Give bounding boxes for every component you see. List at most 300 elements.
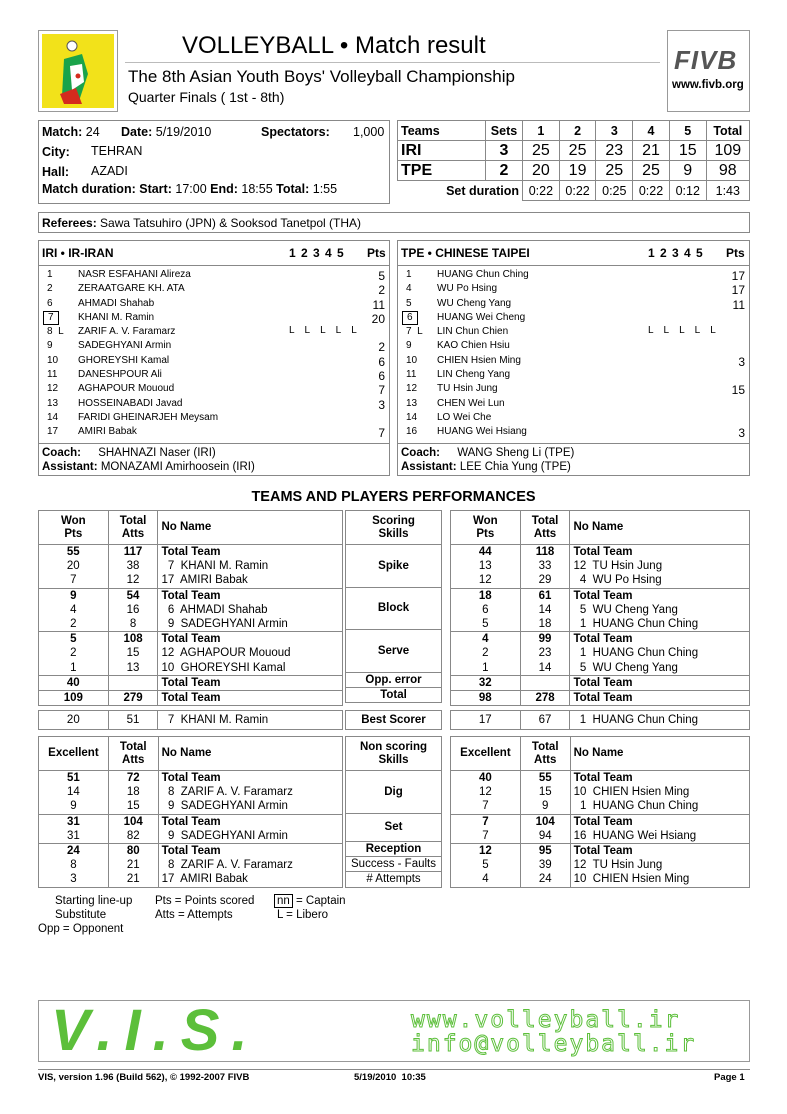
player-name: AGHAPOUR Mououd xyxy=(78,383,175,395)
perf-atts: 104 xyxy=(520,814,570,829)
perf-value: 31 xyxy=(39,814,109,829)
player-points: 7 xyxy=(378,426,385,441)
legend-starting: Starting line-up xyxy=(55,895,133,907)
perf-value: 5 xyxy=(39,632,109,647)
skill-label: Spike xyxy=(378,559,409,572)
player-points: 2 xyxy=(378,283,385,298)
legend-libero: L = Libero xyxy=(277,909,329,921)
team-b-assistant: LEE Chia Yung (TPE) xyxy=(459,461,571,473)
player-row xyxy=(398,425,749,439)
skills-header-line2: Skills xyxy=(378,527,409,540)
player-points: 17 xyxy=(731,283,745,298)
perf-value: 12 xyxy=(451,844,521,859)
hall-value: AZADI xyxy=(91,164,128,178)
player-points: 3 xyxy=(738,426,745,441)
player-name: ZERAATGARE KH. ATA xyxy=(78,283,185,295)
perf-row xyxy=(451,872,750,887)
player-name: CHEN Wei Lun xyxy=(437,397,505,409)
team-b-coach: WANG Sheng Li (TPE) xyxy=(457,447,575,459)
city-label: City: xyxy=(42,145,70,159)
col-header-line2: Pts xyxy=(64,527,83,540)
perf-atts: 82 xyxy=(108,829,158,844)
perf-name: 12 AGHAPOUR Mououd xyxy=(158,646,343,660)
opp-error-skill-row xyxy=(346,672,442,687)
perf-atts: 16 xyxy=(108,603,158,617)
spectators-label: Spectators: xyxy=(261,125,330,139)
team-a-set2: 25 xyxy=(559,141,596,161)
perf-atts: 9 xyxy=(520,799,570,814)
team-b-pts-header: Pts xyxy=(726,246,745,260)
perf-name: 8 ZARIF A. V. Faramarz xyxy=(158,858,342,872)
perf-atts: 117 xyxy=(108,545,158,560)
vis-banner xyxy=(38,1000,750,1062)
opp-error-name: Total Team xyxy=(570,675,750,690)
perf-row xyxy=(39,844,343,859)
total-pts: 98 xyxy=(451,691,521,706)
col-header-total xyxy=(520,737,570,771)
col-header-atts-line2: Atts xyxy=(122,753,145,766)
player-row xyxy=(398,382,749,396)
team-a-player-list xyxy=(39,268,389,440)
perf-atts: 33 xyxy=(520,559,570,573)
player-number: 7 xyxy=(43,311,59,325)
referees-box xyxy=(38,212,750,233)
perf-name: 5 WU Cheng Yang xyxy=(570,603,750,617)
legend-opponent: Opp = Opponent xyxy=(38,923,124,935)
perf-row xyxy=(39,785,343,799)
player-name: NASR ESFAHANI Alireza xyxy=(78,269,191,280)
perf-name: 1 HUANG Chun Ching xyxy=(570,646,750,660)
best-scorer-atts: 67 xyxy=(520,711,570,730)
skill-row xyxy=(346,841,442,887)
opp-error-value: 40 xyxy=(39,675,109,690)
footer-page: Page 1 xyxy=(714,1072,745,1083)
player-number: 6 xyxy=(47,297,53,309)
perf-row xyxy=(451,799,750,814)
player-row xyxy=(39,311,389,325)
player-row xyxy=(398,282,749,296)
perf-atts: 15 xyxy=(108,646,158,660)
spectators-value: 1,000 xyxy=(353,125,385,139)
perf-row xyxy=(451,545,750,560)
player-points: 7 xyxy=(378,383,385,398)
player-name: LIN Cheng Yang xyxy=(437,369,511,381)
set3-duration: 0:25 xyxy=(596,181,633,201)
team-b-libero-marks: LLLLL xyxy=(648,325,726,336)
perf-atts: 38 xyxy=(108,559,158,573)
perf-value: 20 xyxy=(39,559,109,573)
set2-duration: 0:22 xyxy=(559,181,596,201)
perf-atts: 15 xyxy=(108,799,158,814)
player-row xyxy=(39,411,389,425)
player-row xyxy=(398,311,749,325)
footer-date: 5/19/2010 10:35 xyxy=(354,1072,426,1083)
player-number: 9 xyxy=(406,340,412,352)
set4-duration: 0:22 xyxy=(633,181,670,201)
perf-value: 24 xyxy=(39,844,109,859)
perf-value: 4 xyxy=(39,603,109,617)
best-scorer-atts: 51 xyxy=(108,711,158,730)
perf-name: 9 SADEGHYANI Armin xyxy=(158,799,342,814)
player-number: 1 xyxy=(406,269,412,280)
perf-value: 7 xyxy=(39,573,109,588)
skill-name xyxy=(346,587,442,630)
player-points: 6 xyxy=(378,354,385,369)
player-number: 5 xyxy=(406,297,412,309)
player-points: 3 xyxy=(378,397,385,412)
team-b-coach-label: Coach: xyxy=(401,447,440,459)
player-points: 5 xyxy=(378,269,385,283)
team-a-sets: 3 xyxy=(486,141,523,161)
perf-value: 9 xyxy=(39,799,109,814)
perf-atts: 54 xyxy=(108,588,158,603)
team-a-pts-header: Pts xyxy=(367,246,386,260)
player-name: HUANG Chun Ching xyxy=(437,269,529,280)
col-header-total-line1: Total xyxy=(119,514,147,527)
player-points: 15 xyxy=(731,383,745,398)
player-row xyxy=(398,339,749,353)
perf-header-row xyxy=(451,737,750,771)
player-number: 6 xyxy=(402,311,418,325)
player-points: 6 xyxy=(378,369,385,384)
player-number: 13 xyxy=(406,397,418,409)
skills-column xyxy=(345,736,442,888)
team-b-set3: 25 xyxy=(596,161,633,181)
perf-row xyxy=(451,771,750,786)
player-points: 11 xyxy=(732,297,745,312)
player-row xyxy=(39,382,389,396)
perf-value: 12 xyxy=(451,785,521,799)
col-header-line1: Excellent xyxy=(460,747,511,759)
set5-duration: 0:12 xyxy=(669,181,706,201)
team-b-set4: 25 xyxy=(633,161,670,181)
perf-atts: 14 xyxy=(520,603,570,617)
perf-row xyxy=(39,646,343,660)
team-a-code: IRI xyxy=(398,141,486,161)
fivb-url: www.fivb.org xyxy=(672,79,744,91)
team-b-roster xyxy=(397,240,750,476)
perf-value: 2 xyxy=(39,646,109,660)
col-header-won xyxy=(39,737,109,771)
total-name: Total Team xyxy=(158,691,343,706)
perf-row xyxy=(451,617,750,632)
perf-name: Total Team xyxy=(158,771,342,786)
federation-logo xyxy=(38,30,118,112)
team-b-player-list xyxy=(398,268,749,440)
match-info-box xyxy=(38,120,390,204)
end-label: End: xyxy=(210,182,238,196)
player-name: WU Po Hsing xyxy=(437,283,498,295)
teams-header: Teams xyxy=(398,121,486,141)
perf-row xyxy=(451,814,750,829)
team-a-staff-divider xyxy=(39,443,389,444)
opp-error-row xyxy=(451,675,750,690)
perf-name: Total Team xyxy=(570,814,749,829)
team-a-set5: 15 xyxy=(669,141,706,161)
player-number: 17 xyxy=(47,426,59,438)
perf-atts: 18 xyxy=(520,617,570,632)
perf-atts: 15 xyxy=(520,785,570,799)
perf-name: 8 ZARIF A. V. Faramarz xyxy=(158,785,342,799)
player-number: 14 xyxy=(47,411,59,423)
player-number: 12 xyxy=(406,383,418,395)
skill-sublabel2: # Attempts xyxy=(346,871,441,886)
best-scorer-pts: 20 xyxy=(39,711,109,730)
team-a-set4: 21 xyxy=(633,141,670,161)
skill-name xyxy=(346,771,442,814)
fivb-logo xyxy=(667,30,750,112)
perf-atts: 80 xyxy=(108,844,158,859)
skill-label: Serve xyxy=(377,644,410,657)
perf-name: 4 WU Po Hsing xyxy=(570,573,750,588)
player-name: LO Wei Che xyxy=(437,411,492,423)
team-b-code: TPE xyxy=(398,161,486,181)
player-number: 7 L xyxy=(406,326,423,338)
best-scorer-label-row xyxy=(346,711,442,730)
legend-captain-text: = Captain xyxy=(296,895,346,907)
perf-row xyxy=(39,661,343,676)
player-name: GHOREYSHI Kamal xyxy=(78,354,170,366)
player-row xyxy=(398,354,749,368)
perf-name: 6 AHMADI Shahab xyxy=(158,603,343,617)
player-name: HUANG Wei Cheng xyxy=(437,311,526,323)
set1-header: 1 xyxy=(523,121,560,141)
player-row xyxy=(39,268,389,282)
perf-name: Total Team xyxy=(158,632,343,647)
perf-name: 12 TU Hsin Jung xyxy=(570,858,749,872)
col-header-total-line1: Total xyxy=(531,514,559,527)
perf-name: 9 SADEGHYANI Armin xyxy=(158,617,343,632)
perf-value: 1 xyxy=(451,661,521,676)
player-row xyxy=(398,268,749,282)
perf-row xyxy=(39,559,343,573)
player-row xyxy=(398,411,749,425)
col-header-won xyxy=(451,511,521,545)
perf-name: 10 CHIEN Hsien Ming xyxy=(570,872,749,887)
player-number: 10 xyxy=(47,354,59,366)
perf-name: Total Team xyxy=(570,632,750,647)
banner-email: info@volleyball.ir xyxy=(411,1031,697,1057)
perf-row xyxy=(39,829,343,844)
col-header-line1: Won xyxy=(60,514,86,527)
match-date: 5/19/2010 xyxy=(155,125,212,139)
player-points: 11 xyxy=(372,297,385,312)
championship-name: The 8th Asian Youth Boys' Volleyball Championship xyxy=(128,67,515,86)
player-row xyxy=(39,354,389,368)
perf-value: 44 xyxy=(451,545,521,560)
perf-value: 1 xyxy=(39,661,109,676)
perf-row xyxy=(39,573,343,588)
perf-row xyxy=(451,646,750,660)
perf-row xyxy=(451,858,750,872)
player-number: 2 xyxy=(47,283,53,295)
skill-name xyxy=(346,630,442,673)
skill-label: Block xyxy=(377,602,410,615)
skills-header-cell xyxy=(346,511,442,545)
total-row xyxy=(39,691,343,706)
skill-row xyxy=(346,630,442,673)
best-scorer-table xyxy=(38,710,343,730)
opp-error-label: Opp. error xyxy=(346,672,442,687)
player-name: KHANI M. Ramin xyxy=(78,311,155,323)
team-b-set5: 9 xyxy=(669,161,706,181)
logo-background xyxy=(42,34,114,108)
player-number: 13 xyxy=(47,397,59,409)
perf-atts: 108 xyxy=(108,632,158,647)
opp-error-name: Total Team xyxy=(158,675,343,690)
skill-row xyxy=(346,587,442,630)
perf-value: 5 xyxy=(451,617,521,632)
perf-name: 1 HUANG Chun Ching xyxy=(570,799,749,814)
perf-name: 17 AMIRI Babak xyxy=(158,573,343,588)
player-name: ZARIF A. V. Faramarz xyxy=(78,326,176,338)
player-name: DANESHPOUR Ali xyxy=(78,369,162,381)
perf-row xyxy=(451,785,750,799)
team-a-libero-marks: LLLLL xyxy=(289,325,367,336)
team-a-sets-header: 1 2 3 4 5 xyxy=(289,246,344,260)
team-a-name: IRI • IR-IRAN xyxy=(42,246,114,260)
perf-name: 17 AMIRI Babak xyxy=(158,872,342,887)
player-number: 11 xyxy=(47,369,58,381)
team-a-total: 109 xyxy=(706,141,749,161)
player-name: TU Hsin Jung xyxy=(437,383,498,395)
page-title: VOLLEYBALL • Match result xyxy=(182,32,486,59)
col-header-won xyxy=(451,737,521,771)
perf-value: 12 xyxy=(451,573,521,588)
start-label: Start: xyxy=(139,182,172,196)
perf-name: Total Team xyxy=(570,545,750,560)
opp-error-atts xyxy=(520,675,570,690)
set5-header: 5 xyxy=(669,121,706,141)
total-pts: 109 xyxy=(39,691,109,706)
perf-name: Total Team xyxy=(158,814,342,829)
hall-label: Hall: xyxy=(42,165,70,179)
vis-logo: V.I.S. xyxy=(51,998,260,1063)
player-name: SADEGHYANI Armin xyxy=(78,340,172,352)
perf-name: 10 CHIEN Hsien Ming xyxy=(570,785,749,799)
set-duration-label: Set duration xyxy=(398,181,523,201)
perf-row xyxy=(451,559,750,573)
col-header-atts-line2: Atts xyxy=(534,753,557,766)
skill-name xyxy=(346,813,442,841)
col-header-line2: Pts xyxy=(476,527,495,540)
perf-value: 7 xyxy=(451,814,521,829)
skill-row xyxy=(346,545,442,588)
perf-name: Total Team xyxy=(158,545,343,560)
col-header-total-line1: Total xyxy=(119,740,147,753)
skills-header xyxy=(346,737,442,771)
perf-row xyxy=(39,858,343,872)
perf-name: 10 GHOREYSHI Kamal xyxy=(158,661,343,676)
team-a-set1: 25 xyxy=(523,141,560,161)
best-scorer-row xyxy=(39,711,343,730)
perf-row xyxy=(451,829,750,844)
perf-atts: 95 xyxy=(520,844,570,859)
perf-atts: 39 xyxy=(520,858,570,872)
perf-value: 5 xyxy=(451,858,521,872)
best-scorer-label-table xyxy=(345,710,442,730)
opp-error-row xyxy=(39,675,343,690)
perf-value: 40 xyxy=(451,771,521,786)
perf-row xyxy=(39,872,343,887)
date-label: Date: xyxy=(121,125,153,139)
total-atts: 278 xyxy=(520,691,570,706)
fivb-logo-text: FIVB xyxy=(674,45,738,75)
set1-duration: 0:22 xyxy=(523,181,560,201)
player-name: KAO Chien Hsiu xyxy=(437,340,510,352)
total-label: Total: xyxy=(276,182,310,196)
perf-row xyxy=(39,603,343,617)
perf-value: 8 xyxy=(39,858,109,872)
perf-value: 7 xyxy=(451,799,521,814)
team-a-coach: SHAHNAZI Naser (IRI) xyxy=(98,447,216,459)
skills-header xyxy=(346,511,442,545)
player-row xyxy=(398,297,749,311)
team-b-name: TPE • CHINESE TAIPEI xyxy=(401,246,530,260)
scoring-side-b xyxy=(450,510,750,706)
total-duration: 1:43 xyxy=(706,181,749,201)
team-a-divider xyxy=(39,265,389,266)
perf-value: 18 xyxy=(451,588,521,603)
player-name: WU Cheng Yang xyxy=(437,297,512,309)
perf-value: 55 xyxy=(39,545,109,560)
perf-value: 2 xyxy=(39,617,109,632)
nonscoring-side-b xyxy=(450,736,750,888)
perf-atts: 29 xyxy=(520,573,570,588)
perf-value: 3 xyxy=(39,872,109,887)
player-name: CHIEN Hsien Ming xyxy=(437,354,521,366)
perf-name: Total Team xyxy=(570,588,750,603)
perf-atts: 13 xyxy=(108,661,158,676)
perf-atts: 99 xyxy=(520,632,570,647)
perf-atts: 72 xyxy=(108,771,158,786)
perf-name: 1 HUANG Chun Ching xyxy=(570,617,750,632)
referees-label: Referees: xyxy=(42,216,97,230)
match-number: 24 xyxy=(85,125,100,139)
perf-row xyxy=(451,573,750,588)
footer-version: VIS, version 1.96 (Build 562), © 1992-2007 FIVB xyxy=(38,1072,250,1083)
best-scorer-name: 1 HUANG Chun Ching xyxy=(570,711,750,730)
team-a-set3: 23 xyxy=(596,141,633,161)
perf-row xyxy=(451,588,750,603)
player-row xyxy=(39,282,389,296)
banner-url: www.volleyball.ir xyxy=(411,1007,681,1033)
team-b-staff-divider xyxy=(398,443,749,444)
perf-name: Total Team xyxy=(570,771,749,786)
set3-header: 3 xyxy=(596,121,633,141)
perf-name: Total Team xyxy=(158,588,343,603)
skill-row xyxy=(346,771,442,814)
player-points: 17 xyxy=(731,269,745,283)
team-a-coach-label: Coach: xyxy=(42,447,81,459)
legend-substitute: Substitute xyxy=(55,909,107,921)
team-b-set1: 20 xyxy=(523,161,560,181)
perf-value: 4 xyxy=(451,872,521,887)
player-name: FARIDI GHEINARJEH Meysam xyxy=(78,411,219,423)
footer-divider xyxy=(38,1069,750,1070)
perf-value: 9 xyxy=(39,588,109,603)
player-number: 14 xyxy=(406,411,418,423)
skill-name xyxy=(346,545,442,588)
team-b-sets-header: 1 2 3 4 5 xyxy=(648,246,703,260)
skills-column xyxy=(345,510,442,703)
col-header-total-line1: Total xyxy=(531,740,559,753)
player-number: 12 xyxy=(47,383,59,395)
total-skill-row xyxy=(346,687,442,702)
best-scorer-row xyxy=(451,711,750,730)
perf-row xyxy=(39,799,343,814)
total-atts: 279 xyxy=(108,691,158,706)
